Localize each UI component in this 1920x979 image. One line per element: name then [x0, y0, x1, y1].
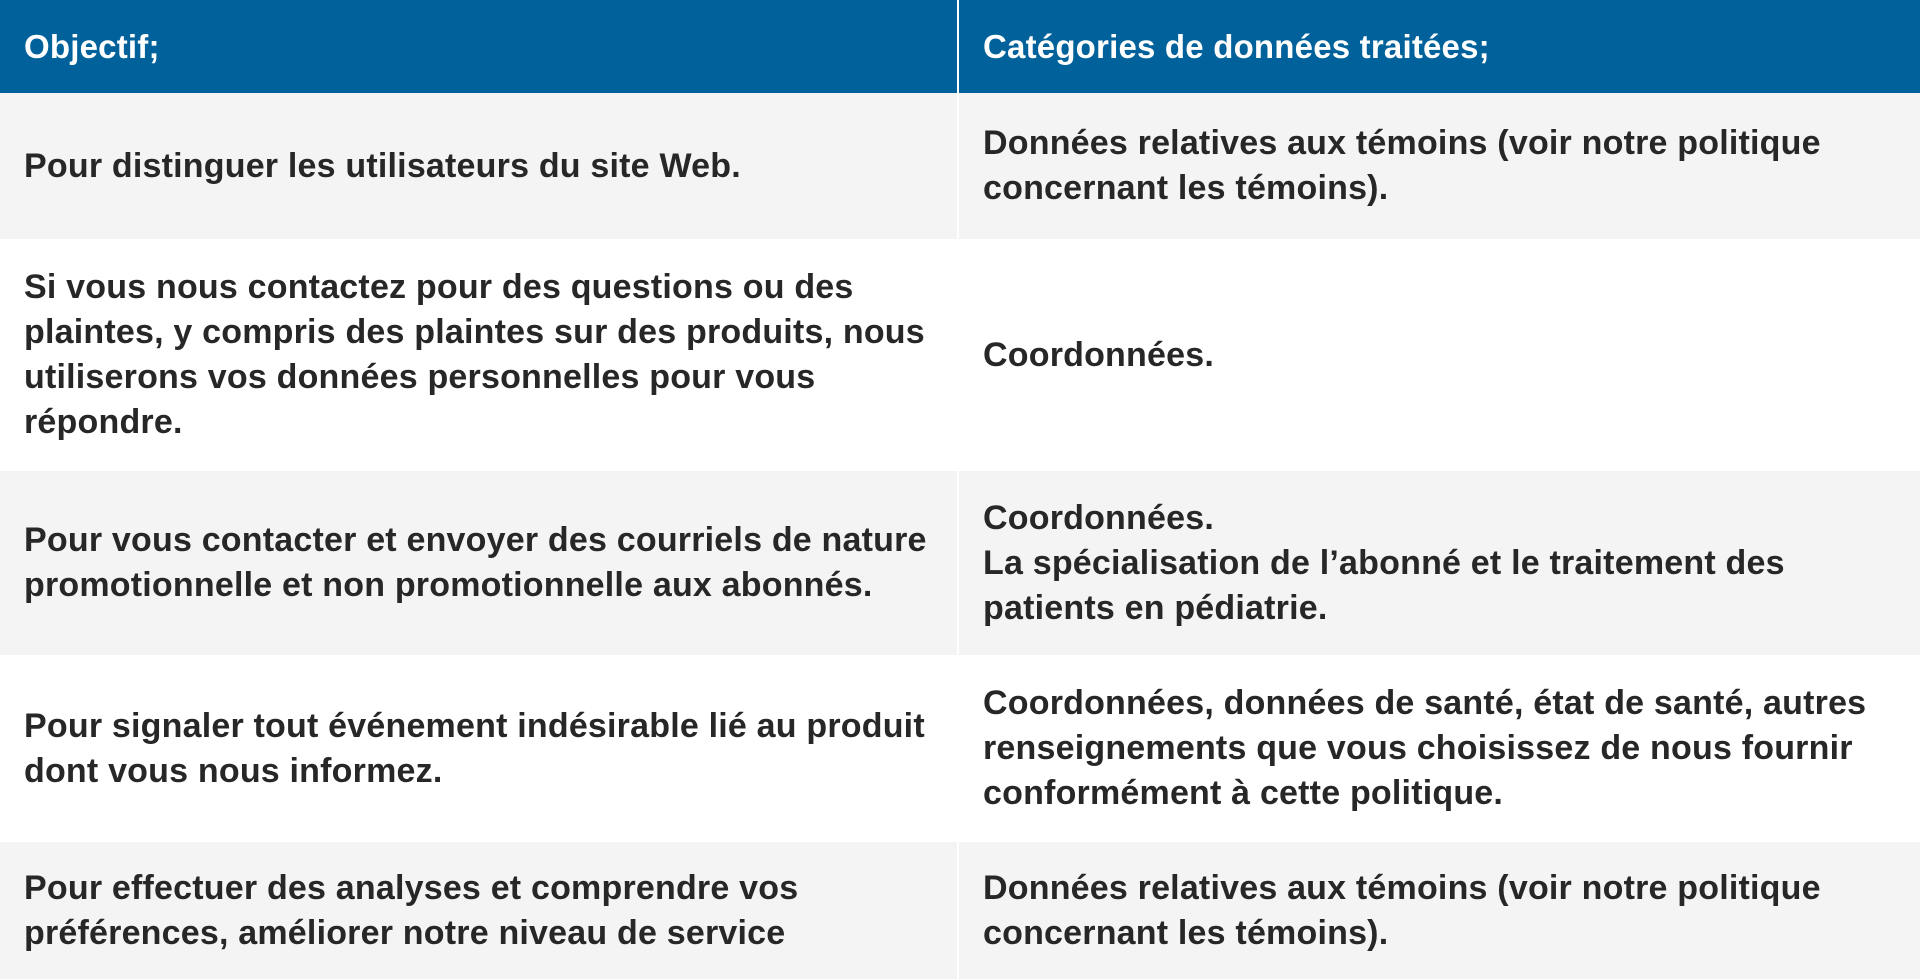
table-row-5-categories — [959, 842, 1920, 979]
categories-text: Données relatives aux témoins (voir notre politique concernant les témoins). — [983, 868, 1821, 952]
objective-text: Pour effectuer des analyses et comprendre vos préférences, améliorer notre niveau de service — [24, 868, 799, 952]
categories-text-line-1: Coordonnées. — [983, 498, 1214, 537]
objective-text: Si vous nous contactez pour des questions ou des plaintes, y compris des plaintes sur des produits, nous utiliserons vos données personnelles pour vous répondre. — [24, 268, 925, 441]
header-categories — [959, 0, 1920, 93]
table-row-2-categories — [959, 239, 1920, 471]
categories-text-line-2: La spécialisation de l’abonné et le traitement des patients en pédiatrie. — [983, 543, 1785, 627]
table-row-4-categories — [959, 655, 1920, 842]
header-objective — [0, 0, 959, 93]
table-row-1-objective — [0, 93, 959, 239]
table-row-5-objective — [0, 842, 959, 979]
table-row-2-objective — [0, 239, 959, 471]
table-row-1-categories — [959, 93, 1920, 239]
table-row-3-categories — [959, 471, 1920, 655]
categories-text: Données relatives aux témoins (voir notre politique concernant les témoins). — [983, 124, 1821, 207]
categories-text: Coordonnées. — [983, 335, 1214, 374]
objective-text: Pour vous contacter et envoyer des courriels de nature promotionnelle et non promotionnelle aux abonnés. — [24, 521, 927, 604]
objective-text: Pour distinguer les utilisateurs du site Web. — [24, 146, 741, 185]
table-row-3-objective — [0, 471, 959, 655]
objective-text: Pour signaler tout événement indésirable lié au produit dont vous nous informez. — [24, 706, 925, 790]
categories-text: Coordonnées, données de santé, état de santé, autres renseignements que vous choisissez de nous fournir conformément à cette politique. — [983, 684, 1867, 812]
header-categories-label: Catégories de données traitées; — [983, 28, 1490, 65]
header-objective-label: Objectif; — [24, 28, 160, 65]
table-row-4-objective — [0, 655, 959, 842]
